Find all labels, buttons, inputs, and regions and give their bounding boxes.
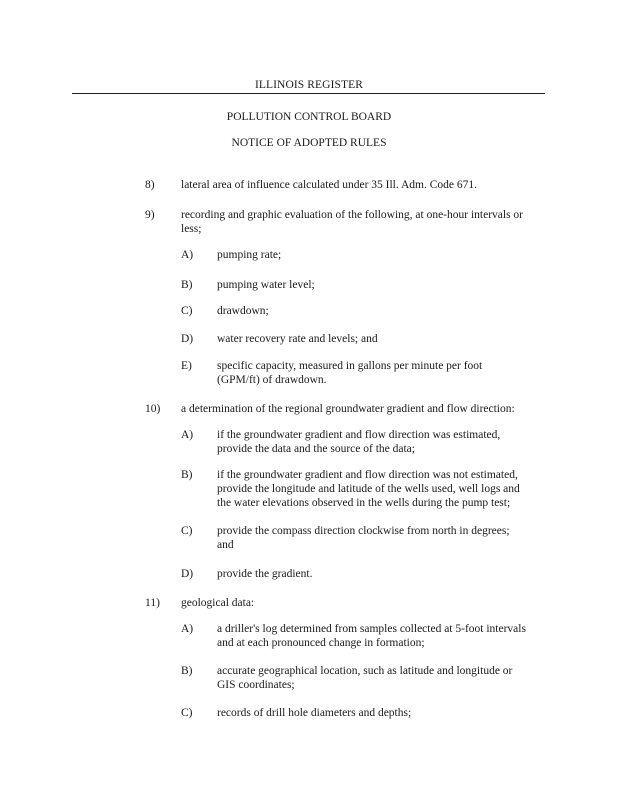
sub-letter: D) <box>181 333 194 345</box>
board-name: POLLUTION CONTROL BOARD <box>226 111 392 123</box>
header-divider <box>72 93 545 94</box>
sub-text: drawdown; <box>217 305 269 317</box>
sub-text-line: and <box>217 539 234 551</box>
sub-letter: E) <box>181 360 192 372</box>
sub-text: water recovery rate and levels; and <box>217 333 378 345</box>
sub-letter: C) <box>181 305 193 317</box>
sub-text: provide the gradient. <box>217 568 313 580</box>
item-text: lateral area of influence calculated under 35 Ill. Adm. Code 671. <box>181 179 478 191</box>
notice-title: NOTICE OF ADOPTED RULES <box>231 137 387 149</box>
sub-letter: D) <box>181 568 194 580</box>
sub-text-line: specific capacity, measured in gallons per minute per foot <box>217 360 483 372</box>
item-text-line: less; <box>181 223 202 235</box>
item-number: 9) <box>145 209 155 221</box>
sub-text-line: if the groundwater gradient and flow direction was estimated, <box>217 429 501 441</box>
sub-text-line: and at each pronounced change in formation; <box>217 637 425 649</box>
item-number: 10) <box>145 403 161 415</box>
sub-letter: C) <box>181 707 193 719</box>
sub-text-line: provide the data and the source of the data; <box>217 443 415 455</box>
sub-letter: A) <box>181 623 194 635</box>
sub-text-line: provide the longitude and latitude of the wells used, well logs and <box>217 483 520 495</box>
sub-text-line: provide the compass direction clockwise from north in degrees; <box>217 525 510 537</box>
item-text: geological data: <box>181 597 255 609</box>
item-text: a determination of the regional groundwater gradient and flow direction: <box>181 403 515 415</box>
register-title: ILLINOIS REGISTER <box>254 79 364 91</box>
sub-letter: B) <box>181 469 193 481</box>
sub-letter: B) <box>181 279 193 291</box>
sub-letter: A) <box>181 249 194 261</box>
sub-text: records of drill hole diameters and depths; <box>217 707 412 719</box>
sub-text-line: accurate geographical location, such as latitude and longitude or <box>217 665 513 677</box>
item-text-line: recording and graphic evaluation of the following, at one-hour intervals or <box>181 209 524 221</box>
sub-text-line: (GPM/ft) of drawdown. <box>217 374 327 386</box>
sub-letter: A) <box>181 429 194 441</box>
sub-letter: B) <box>181 665 193 677</box>
item-number: 11) <box>145 597 160 609</box>
item-number: 8) <box>145 179 155 191</box>
sub-text: pumping rate; <box>217 249 282 261</box>
sub-text-line: the water elevations observed in the wells during the pump test; <box>217 497 511 509</box>
sub-text-line: GIS coordinates; <box>217 679 295 691</box>
sub-text-line: a driller's log determined from samples collected at 5-foot intervals <box>217 623 526 635</box>
sub-text-line: if the groundwater gradient and flow direction was not estimated, <box>217 469 518 481</box>
sub-text: pumping water level; <box>217 279 315 291</box>
sub-letter: C) <box>181 525 193 537</box>
